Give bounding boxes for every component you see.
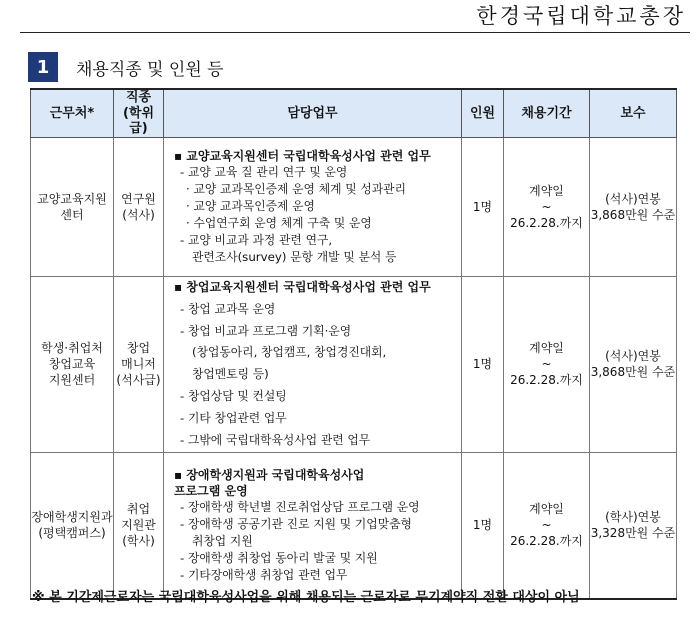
duty-line: - 장애학생 학년별 진로취업상담 프로그램 운영 bbox=[180, 500, 420, 515]
cell-line: 계약일 bbox=[529, 341, 564, 355]
header-job-line1: 직종 bbox=[125, 90, 152, 105]
cell-line: 교양교육지원 bbox=[37, 191, 107, 206]
cell-line: ~ bbox=[541, 518, 552, 533]
cell-job-type bbox=[114, 276, 164, 452]
cell-workplace bbox=[31, 137, 114, 276]
cell-line: 26.2.28.까지 bbox=[510, 373, 583, 388]
cell-duty bbox=[164, 276, 462, 452]
cell-line: (석사) bbox=[122, 207, 155, 222]
table-header-row bbox=[31, 89, 677, 137]
cell-line: 3,868만원 수준 bbox=[590, 365, 676, 380]
duty-line: - 창업 교과목 운영 bbox=[180, 301, 276, 316]
organization-title: 한경국립대학교총장 bbox=[476, 4, 686, 28]
cell-line: (학사) bbox=[122, 534, 155, 549]
duty-line: - 교양 비교과 과정 관련 연구, bbox=[180, 232, 333, 247]
cell-count: 1명 bbox=[462, 137, 504, 276]
table-row bbox=[31, 452, 677, 599]
cell-workplace bbox=[31, 276, 114, 452]
cell-line: 센터 bbox=[60, 207, 84, 222]
duty-line: - 그밖에 국립대학육성사업 관련 업무 bbox=[180, 433, 371, 448]
cell-line: 매니저 bbox=[121, 357, 156, 372]
duty-line: - 기타장애학생 취창업 관련 업무 bbox=[180, 567, 348, 582]
header-duty: 담당업무 bbox=[164, 89, 462, 137]
recruitment-table bbox=[30, 88, 677, 600]
cell-line: 창업 bbox=[126, 341, 151, 355]
cell-line: 학생·취업처 bbox=[41, 341, 103, 355]
duty-line: - 장애학생 취창업 동아리 발굴 및 지원 bbox=[180, 550, 378, 565]
cell-pay bbox=[590, 137, 677, 276]
cell-line: ▪ 장애학생지원과 국립대학육성사업 bbox=[174, 467, 365, 482]
cell-line: 장애학생지원과 bbox=[31, 510, 113, 525]
duty-line: · 수업연구회 운영 체계 구축 및 운영 bbox=[186, 215, 372, 230]
duty-line: - 창업상담 및 컨설팅 bbox=[180, 389, 287, 404]
duty-line: (창업동아리, 창업캠프, 창업경진대회, bbox=[192, 345, 387, 360]
header-workplace: 근무처* bbox=[31, 89, 114, 137]
duty-line: - 장애학생 공공기관 진로 지원 및 기업맞춤형 bbox=[180, 517, 412, 532]
duty-line: 창업멘토링 등) bbox=[192, 367, 269, 382]
section-heading bbox=[28, 52, 224, 82]
cell-line: 3,328만원 수준 bbox=[590, 526, 676, 541]
cell-line: ▪ 창업교육지원센터 국립대학육성사업 관련 업무 bbox=[174, 280, 431, 295]
cell-duty bbox=[164, 137, 462, 276]
cell-period bbox=[504, 452, 590, 599]
duty-line: - 기타 창업관련 업무 bbox=[180, 411, 287, 426]
cell-line: (석사)연봉 bbox=[605, 349, 661, 364]
cell-line: (석사)연봉 bbox=[605, 191, 661, 206]
cell-line: 26.2.28.까지 bbox=[510, 215, 583, 230]
cell-count: 1명 bbox=[462, 452, 504, 599]
table-row bbox=[31, 137, 677, 276]
header-count: 인원 bbox=[462, 89, 504, 137]
cell-line: 연구원 bbox=[121, 191, 156, 206]
header-job-line2: (학위급) bbox=[122, 105, 155, 137]
cell-duty bbox=[164, 452, 462, 599]
header-pay: 보수 bbox=[590, 89, 677, 137]
cell-period bbox=[504, 276, 590, 452]
cell-line: 지원센터 bbox=[48, 373, 96, 388]
cell-line: 취업 bbox=[126, 502, 151, 516]
cell-line: ▪ 교양교육지원센터 국립대학육성사업 관련 업무 bbox=[174, 148, 431, 163]
cell-line: (평택캠퍼스) bbox=[38, 526, 106, 541]
cell-line: 프로그램 운영 bbox=[174, 483, 248, 498]
section-title: 채용직종 및 인원 등 bbox=[76, 59, 224, 80]
cell-job-type bbox=[114, 452, 164, 599]
duty-line: 관련조사(survey) 문항 개발 및 분석 등 bbox=[192, 249, 397, 264]
duty-line: · 교양 교과목인증제 운영 체계 및 성과관리 bbox=[186, 182, 406, 197]
duty-line: - 교양 교육 질 관리 연구 및 운영 bbox=[180, 165, 348, 180]
header-divider bbox=[20, 32, 690, 33]
header-job-type bbox=[114, 89, 164, 137]
cell-workplace bbox=[31, 452, 114, 599]
cell-line: 계약일 bbox=[529, 502, 564, 516]
cell-line: 지원관 bbox=[121, 518, 156, 533]
section-number: 1 bbox=[28, 52, 58, 82]
cell-job-type bbox=[114, 137, 164, 276]
header-period: 채용기간 bbox=[504, 89, 590, 137]
duty-line: - 창업 비교과 프로그램 기획·운영 bbox=[180, 323, 352, 338]
cell-line: (학사)연봉 bbox=[605, 510, 661, 525]
cell-line: ~ bbox=[541, 199, 552, 214]
footnote: ※ 본 기간제근로자는 국립대학육성사업을 위해 채용되는 근로자로 무기계약직 전환 대상이 아님 bbox=[32, 590, 580, 605]
duty-line: 취창업 지원 bbox=[192, 534, 253, 548]
cell-line: 창업교육 bbox=[48, 357, 96, 372]
cell-count: 1명 bbox=[462, 276, 504, 452]
cell-pay bbox=[590, 452, 677, 599]
cell-line: 26.2.28.까지 bbox=[510, 534, 583, 549]
cell-period bbox=[504, 137, 590, 276]
cell-pay bbox=[590, 276, 677, 452]
cell-line: ~ bbox=[541, 357, 552, 372]
cell-line: 계약일 bbox=[529, 183, 564, 198]
duty-line: · 교양 교과목인증제 운영 bbox=[186, 198, 315, 213]
cell-line: 3,868만원 수준 bbox=[590, 207, 676, 222]
cell-line: (석사급) bbox=[116, 373, 161, 388]
table-row bbox=[31, 276, 677, 452]
